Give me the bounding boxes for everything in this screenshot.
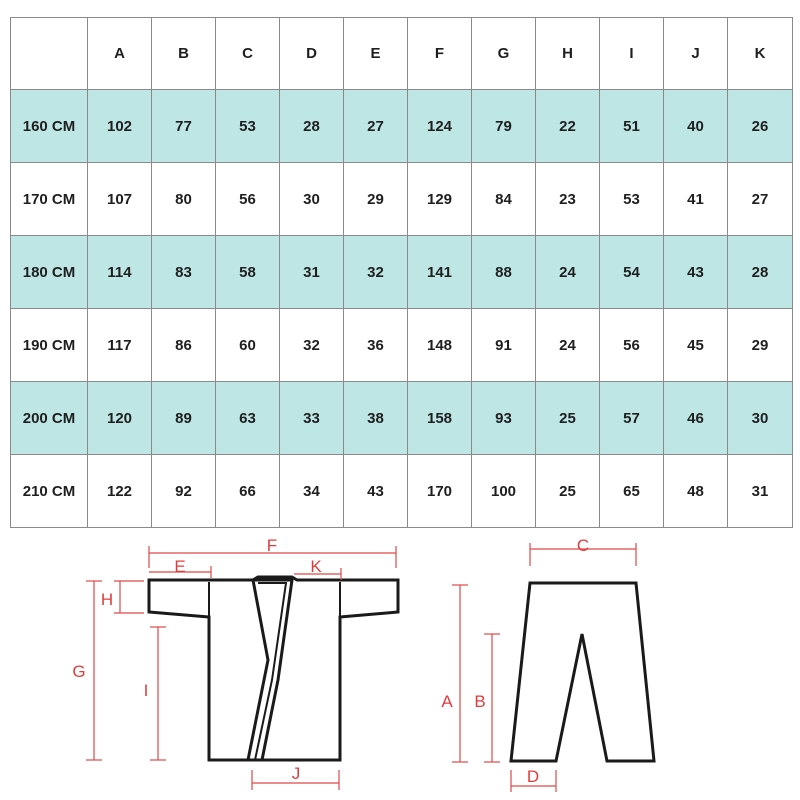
table-cell: 83 <box>152 236 216 309</box>
table-cell: 141 <box>408 236 472 309</box>
table-cell: 92 <box>152 455 216 528</box>
label-k: K <box>310 557 322 576</box>
label-b: B <box>474 692 486 711</box>
table-cell: 46 <box>664 382 728 455</box>
table-cell: 22 <box>536 90 600 163</box>
table-cell: 91 <box>472 309 536 382</box>
table-row <box>11 236 793 309</box>
column-header-e: E <box>344 18 408 90</box>
table-cell: 60 <box>216 309 280 382</box>
table-cell: 117 <box>88 309 152 382</box>
table-cell: 33 <box>280 382 344 455</box>
table-cell: 32 <box>280 309 344 382</box>
label-a: A <box>441 692 453 711</box>
table-cell: 23 <box>536 163 600 236</box>
table-cell: 41 <box>664 163 728 236</box>
measure-a-line <box>452 585 468 762</box>
measure-h-line <box>114 581 144 613</box>
table-cell: 84 <box>472 163 536 236</box>
size-chart-table <box>10 17 793 528</box>
column-header-k: K <box>728 18 793 90</box>
table-cell: 30 <box>728 382 793 455</box>
table-cell: 26 <box>728 90 793 163</box>
measure-i-line <box>150 627 166 760</box>
measure-g-line <box>86 581 102 760</box>
table-cell: 25 <box>536 455 600 528</box>
table-cell: 45 <box>664 309 728 382</box>
table-cell: 54 <box>600 236 664 309</box>
table-cell: 77 <box>152 90 216 163</box>
table-cell: 129 <box>408 163 472 236</box>
table-cell: 86 <box>152 309 216 382</box>
table-cell: 51 <box>600 90 664 163</box>
jacket-illustration <box>149 577 398 760</box>
table-cell: 25 <box>536 382 600 455</box>
table-cell: 34 <box>280 455 344 528</box>
table-cell: 28 <box>280 90 344 163</box>
table-cell: 36 <box>344 309 408 382</box>
table-cell: 79 <box>472 90 536 163</box>
table-cell: 28 <box>728 236 793 309</box>
table-cell: 27 <box>344 90 408 163</box>
table-cell: 24 <box>536 236 600 309</box>
table-cell: 29 <box>728 309 793 382</box>
row-label-cell: 190 CM <box>11 309 88 382</box>
table-cell: 56 <box>600 309 664 382</box>
table-cell: 100 <box>472 455 536 528</box>
table-cell: 57 <box>600 382 664 455</box>
column-header-j: J <box>664 18 728 90</box>
table-cell: 31 <box>728 455 793 528</box>
label-g: G <box>72 662 86 681</box>
table-cell: 80 <box>152 163 216 236</box>
table-cell: 158 <box>408 382 472 455</box>
label-d: D <box>526 767 540 786</box>
table-row <box>11 455 793 528</box>
table-cell: 31 <box>280 236 344 309</box>
column-header-f: F <box>408 18 472 90</box>
table-cell: 114 <box>88 236 152 309</box>
table-cell: 65 <box>600 455 664 528</box>
table-body <box>11 90 793 528</box>
table-cell: 148 <box>408 309 472 382</box>
table-row <box>11 163 793 236</box>
label-c: C <box>576 536 590 555</box>
label-h: H <box>100 590 114 609</box>
size-diagram <box>0 528 800 800</box>
table-cell: 48 <box>664 455 728 528</box>
table-cell: 29 <box>344 163 408 236</box>
table-cell: 89 <box>152 382 216 455</box>
label-j: J <box>291 764 301 783</box>
row-label-cell: 160 CM <box>11 90 88 163</box>
measure-b-line <box>484 634 500 762</box>
table-cell: 32 <box>344 236 408 309</box>
table-cell: 102 <box>88 90 152 163</box>
column-header-d: D <box>280 18 344 90</box>
table-cell: 63 <box>216 382 280 455</box>
table-cell: 66 <box>216 455 280 528</box>
table-cell: 122 <box>88 455 152 528</box>
table-cell: 40 <box>664 90 728 163</box>
label-f: F <box>266 536 278 555</box>
table-cell: 38 <box>344 382 408 455</box>
row-label-cell: 210 CM <box>11 455 88 528</box>
table-cell: 30 <box>280 163 344 236</box>
table-row <box>11 309 793 382</box>
table-cell: 107 <box>88 163 152 236</box>
row-label-cell: 200 CM <box>11 382 88 455</box>
row-label-cell: 170 CM <box>11 163 88 236</box>
table-cell: 88 <box>472 236 536 309</box>
table-row <box>11 382 793 455</box>
table-cell: 24 <box>536 309 600 382</box>
table-corner-cell <box>11 18 88 90</box>
column-header-c: C <box>216 18 280 90</box>
table-cell: 124 <box>408 90 472 163</box>
table-header-row <box>11 18 793 90</box>
column-header-h: H <box>536 18 600 90</box>
pants-illustration <box>511 583 654 761</box>
label-e: E <box>174 557 186 576</box>
table-cell: 56 <box>216 163 280 236</box>
column-header-a: A <box>88 18 152 90</box>
column-header-g: G <box>472 18 536 90</box>
table-cell: 93 <box>472 382 536 455</box>
table-cell: 58 <box>216 236 280 309</box>
table-cell: 170 <box>408 455 472 528</box>
column-header-b: B <box>152 18 216 90</box>
table-row <box>11 90 793 163</box>
label-i: I <box>143 681 149 700</box>
table-cell: 43 <box>664 236 728 309</box>
row-label-cell: 180 CM <box>11 236 88 309</box>
table-cell: 53 <box>600 163 664 236</box>
column-header-i: I <box>600 18 664 90</box>
table-cell: 53 <box>216 90 280 163</box>
table-cell: 27 <box>728 163 793 236</box>
pants-outline <box>511 583 654 761</box>
table-cell: 120 <box>88 382 152 455</box>
table-cell: 43 <box>344 455 408 528</box>
